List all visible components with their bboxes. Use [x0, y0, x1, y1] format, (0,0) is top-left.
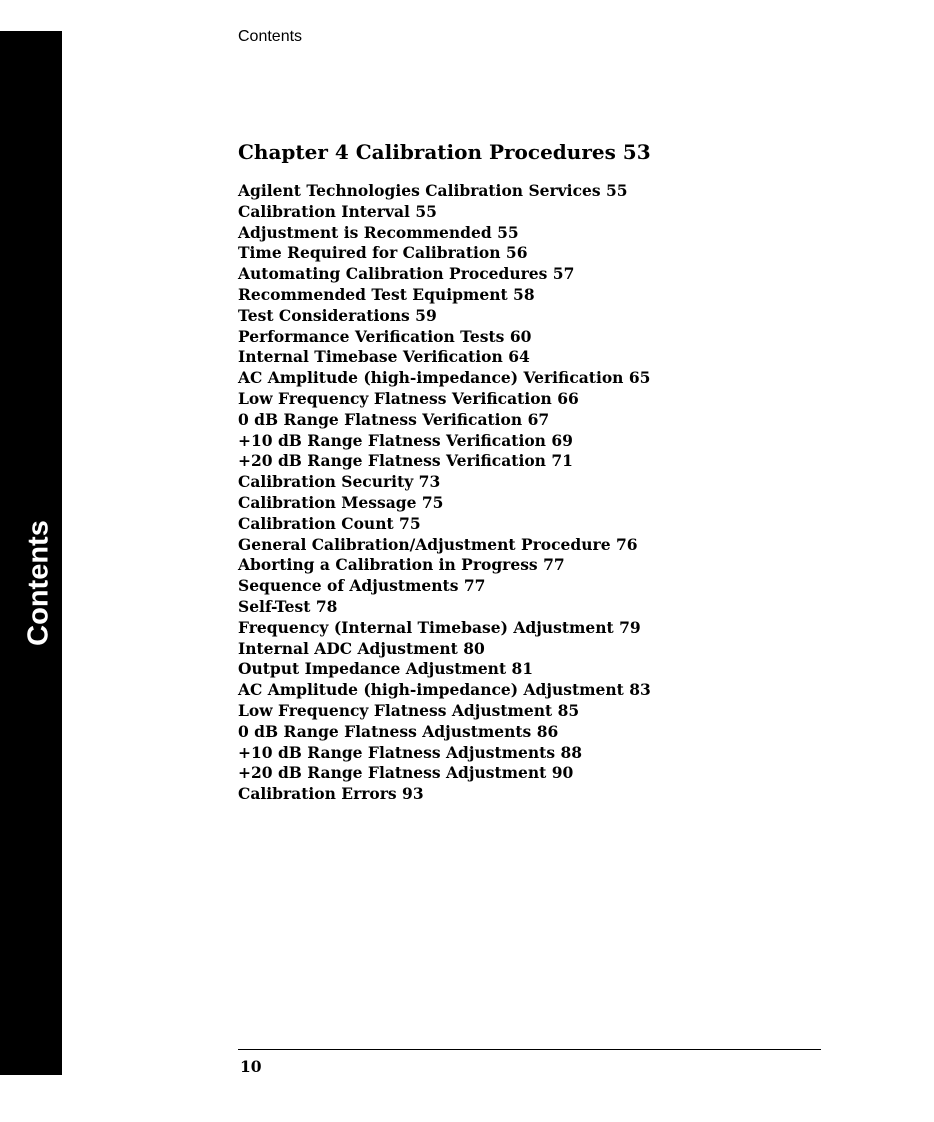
toc-entry-page: 66: [557, 388, 579, 408]
toc-entry[interactable]: [238, 347, 651, 368]
toc-entry-page: 73: [418, 472, 441, 492]
toc-entry-page: 58: [513, 284, 535, 304]
toc-entry-title: Sequence of Adjustments: [238, 576, 459, 596]
toc-entry[interactable]: [238, 431, 651, 452]
toc-entry-title: Internal Timebase Verification: [238, 347, 503, 367]
toc-entry[interactable]: [238, 264, 651, 285]
toc-entry-title: Calibration Count: [238, 513, 394, 533]
side-tab-label: Contents: [22, 520, 55, 646]
toc-entry[interactable]: [238, 368, 651, 389]
toc-entry-page: 75: [421, 492, 444, 512]
toc-entry-title: Time Required for Calibration: [238, 243, 501, 263]
toc-entry-page: 83: [629, 680, 651, 700]
toc-entry[interactable]: [238, 659, 651, 680]
toc-entry-title: 0 dB Range Flatness Verification: [238, 409, 523, 429]
toc-entry[interactable]: [238, 493, 651, 514]
toc-entry-title: Adjustment is Recommended: [238, 222, 492, 242]
toc-entry-title: Calibration Message: [238, 492, 417, 512]
toc-entry[interactable]: [238, 743, 651, 764]
toc-entry[interactable]: [238, 701, 651, 722]
toc-entry[interactable]: [238, 618, 651, 639]
toc-entry-title: +10 dB Range Flatness Adjustments: [238, 742, 556, 762]
toc-entry-page: 88: [560, 742, 583, 762]
toc-entry[interactable]: [238, 639, 651, 660]
toc-entry-page: 55: [415, 201, 437, 221]
toc-entry-title: General Calibration/Adjustment Procedure: [238, 534, 611, 554]
toc-entry-title: Calibration Interval: [238, 201, 410, 221]
toc-entry-page: 86: [536, 721, 559, 741]
toc-entry-page: 80: [463, 638, 485, 658]
side-tab: [0, 31, 62, 1075]
toc-entry-page: 77: [543, 555, 565, 575]
toc-entry-title: +20 dB Range Flatness Verification: [238, 451, 546, 471]
toc-entry-page: 78: [315, 596, 338, 616]
toc-entry-page: 67: [527, 409, 550, 429]
toc-entry[interactable]: [238, 680, 651, 701]
toc-entry[interactable]: [238, 223, 651, 244]
toc-entry-title: Automating Calibration Procedures: [238, 264, 548, 284]
page-number: 10: [240, 1057, 262, 1076]
toc-entry-title: AC Amplitude (high-impedance) Verification: [238, 368, 624, 388]
toc-entry-page: 81: [511, 659, 534, 679]
toc-entry-page: 90: [551, 763, 574, 783]
toc-entry[interactable]: [238, 389, 651, 410]
toc-entry-page: 55: [606, 181, 628, 200]
toc-entry-title: AC Amplitude (high-impedance) Adjustment: [238, 680, 624, 700]
toc-entry[interactable]: [238, 306, 651, 327]
running-header: Contents: [238, 28, 303, 45]
toc-entry-title: Low Frequency Flatness Adjustment: [238, 700, 553, 720]
toc-entry[interactable]: [238, 597, 651, 618]
toc-entry-page: 76: [615, 534, 638, 554]
toc-entry-title: Internal ADC Adjustment: [238, 638, 458, 658]
toc-entry-page: 55: [497, 222, 519, 242]
toc-entry-title: Frequency (Internal Timebase) Adjustment: [238, 617, 614, 637]
toc-entry-page: 69: [551, 430, 573, 450]
toc-entry-title: Performance Verification Tests: [238, 326, 505, 346]
chapter-title: Chapter 4 Calibration Procedures 53: [238, 140, 651, 164]
toc-entry-title: Aborting a Calibration in Progress: [238, 555, 538, 575]
toc-entry[interactable]: [238, 451, 651, 472]
toc-entry[interactable]: [238, 181, 651, 202]
toc-entry[interactable]: [238, 243, 651, 264]
toc-entry-page: 77: [463, 576, 486, 596]
toc-entry-page: 65: [628, 368, 651, 388]
toc-entry-title: Low Frequency Flatness Verification: [238, 388, 552, 408]
toc-list: [238, 181, 651, 805]
toc-entry[interactable]: [238, 472, 651, 493]
toc-entry-page: 75: [399, 513, 421, 533]
toc-entry[interactable]: [238, 410, 651, 431]
toc-entry-page: 71: [551, 451, 573, 471]
footer-rule: [238, 1049, 821, 1050]
toc-entry[interactable]: [238, 722, 651, 743]
toc-entry-title: 0 dB Range Flatness Adjustments: [238, 721, 532, 741]
toc-entry-page: 57: [552, 264, 575, 284]
toc-entry[interactable]: [238, 763, 651, 784]
toc-entry-title: Test Considerations: [238, 305, 410, 325]
toc-entry[interactable]: [238, 784, 651, 805]
toc-entry-title: +20 dB Range Flatness Adjustment: [238, 763, 547, 783]
toc-entry[interactable]: [238, 202, 651, 223]
toc-entry-page: 59: [415, 305, 437, 325]
toc-entry[interactable]: [238, 514, 651, 535]
toc-entry[interactable]: [238, 535, 651, 556]
toc-entry-title: Self-Test: [238, 596, 311, 616]
toc-entry-page: 56: [505, 243, 528, 263]
toc-entry-title: Recommended Test Equipment: [238, 284, 508, 304]
toc-entry-title: +10 dB Range Flatness Verification: [238, 430, 546, 450]
toc-entry-title: Calibration Errors: [238, 784, 397, 804]
toc-entry-page: 79: [619, 617, 641, 637]
toc-entry[interactable]: [238, 555, 651, 576]
toc-entry-page: 64: [508, 347, 530, 367]
toc-entry[interactable]: [238, 576, 651, 597]
toc-entry[interactable]: [238, 327, 651, 348]
toc-entry-title: Output Impedance Adjustment: [238, 659, 507, 679]
toc-entry-page: 60: [509, 326, 532, 346]
toc-entry-page: 85: [557, 700, 580, 720]
toc-entry-page: 93: [402, 784, 424, 804]
toc-entry-title: Calibration Security: [238, 472, 414, 492]
toc-entry[interactable]: [238, 285, 651, 306]
toc-entry-title: Agilent Technologies Calibration Services: [238, 181, 601, 200]
